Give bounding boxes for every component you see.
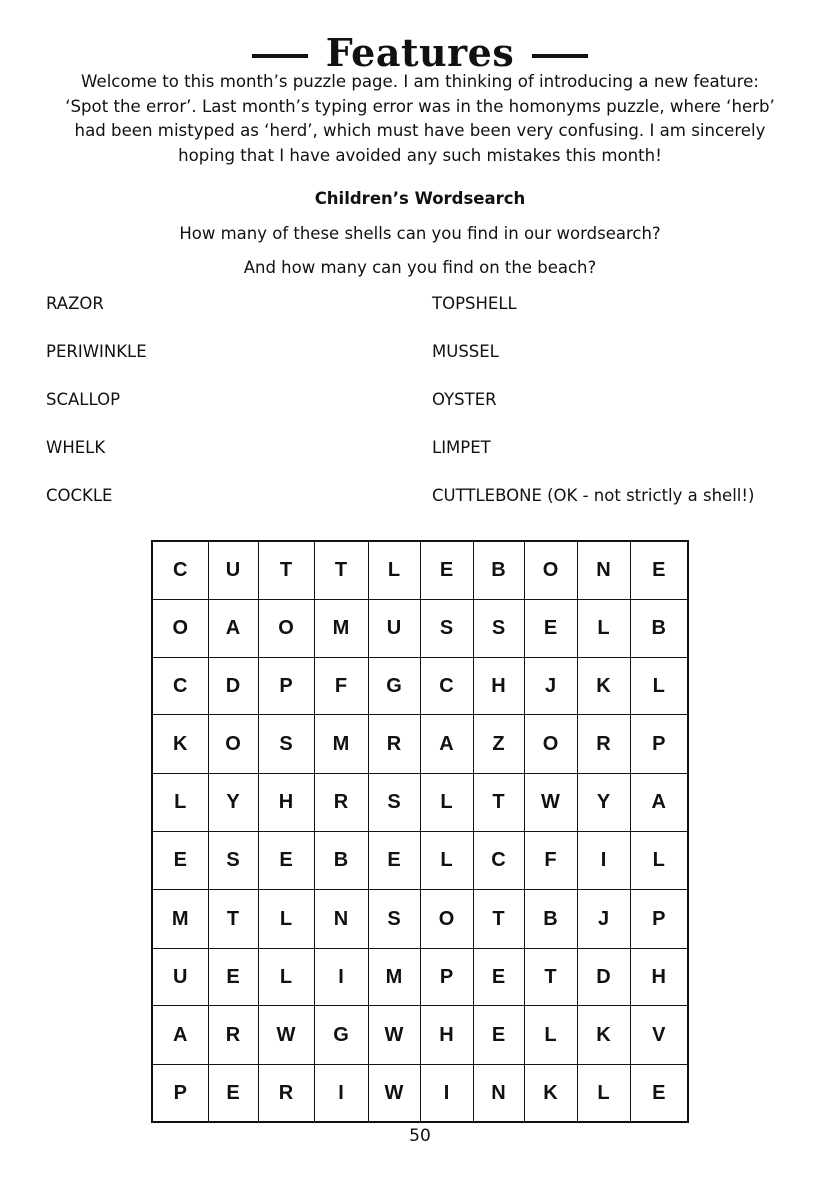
grid-cell: L [368, 541, 420, 600]
grid-cell: E [208, 949, 258, 1006]
grid-cell: P [258, 658, 314, 715]
grid-cell: N [473, 1065, 524, 1123]
grid-cell: B [314, 832, 368, 890]
grid-cell: Y [577, 774, 630, 832]
grid-cell: H [258, 774, 314, 832]
grid-row [152, 774, 688, 832]
grid-cell: C [473, 832, 524, 890]
wordsearch-heading: Children’s Wordsearch [314, 189, 526, 208]
grid-cell: N [577, 541, 630, 600]
grid-cell: P [630, 890, 688, 949]
page-number: 50 [409, 1126, 431, 1146]
grid-cell: L [630, 658, 688, 715]
grid-cell: R [368, 715, 420, 774]
grid-cell: P [630, 715, 688, 774]
grid-cell: R [314, 774, 368, 832]
grid-cell: N [314, 890, 368, 949]
grid-cell: U [152, 949, 208, 1006]
grid-cell: O [420, 890, 473, 949]
title-dash-left [252, 54, 308, 58]
intro-line: Welcome to this month’s puzzle page. I am thinking of introducing a new feature: [81, 72, 759, 91]
grid-cell: H [420, 1006, 473, 1065]
grid-cell: E [473, 1006, 524, 1065]
grid-cell: R [258, 1065, 314, 1123]
grid-cell: C [420, 658, 473, 715]
grid-cell: O [208, 715, 258, 774]
word-list-item: LIMPET [432, 438, 491, 457]
grid-cell: E [473, 949, 524, 1006]
grid-cell: M [314, 715, 368, 774]
grid-cell: T [258, 541, 314, 600]
grid-cell: E [208, 1065, 258, 1123]
grid-cell: Z [473, 715, 524, 774]
grid-cell: M [152, 890, 208, 949]
grid-cell: L [420, 774, 473, 832]
grid-cell: V [630, 1006, 688, 1065]
grid-cell: E [630, 541, 688, 600]
grid-cell: M [314, 600, 368, 658]
word-list-item: TOPSHELL [432, 294, 517, 313]
grid-cell: T [208, 890, 258, 949]
grid-cell: C [152, 541, 208, 600]
grid-cell: S [368, 890, 420, 949]
grid-cell: E [258, 832, 314, 890]
word-list-item: PERIWINKLE [46, 342, 147, 361]
grid-row [152, 949, 688, 1006]
grid-row [152, 600, 688, 658]
grid-cell: F [524, 832, 577, 890]
grid-cell: U [368, 600, 420, 658]
grid-cell: K [577, 658, 630, 715]
grid-cell: R [577, 715, 630, 774]
grid-cell: K [524, 1065, 577, 1123]
grid-row [152, 1006, 688, 1065]
grid-cell: S [258, 715, 314, 774]
grid-row [152, 715, 688, 774]
grid-cell: D [208, 658, 258, 715]
grid-cell: P [152, 1065, 208, 1123]
grid-cell: A [152, 1006, 208, 1065]
grid-cell: T [473, 890, 524, 949]
grid-cell: W [368, 1065, 420, 1123]
word-list-item: CUTTLEBONE (OK - not strictly a shell!) [432, 486, 755, 505]
grid-row [152, 541, 688, 600]
page-title: Features [325, 30, 515, 75]
grid-cell: M [368, 949, 420, 1006]
grid-cell: J [577, 890, 630, 949]
grid-cell: L [258, 890, 314, 949]
wordsearch-question-2: And how many can you find on the beach? [243, 258, 597, 277]
grid-cell: H [630, 949, 688, 1006]
grid-cell: L [577, 600, 630, 658]
grid-cell: S [368, 774, 420, 832]
grid-cell: W [368, 1006, 420, 1065]
grid-cell: B [630, 600, 688, 658]
grid-cell: A [630, 774, 688, 832]
grid-cell: B [473, 541, 524, 600]
word-list-item: MUSSEL [432, 342, 499, 361]
grid-cell: E [420, 541, 473, 600]
word-list-item: WHELK [46, 438, 106, 457]
grid-cell: U [208, 541, 258, 600]
grid-cell: O [258, 600, 314, 658]
word-list-item: SCALLOP [46, 390, 121, 409]
grid-cell: I [314, 949, 368, 1006]
grid-cell: R [208, 1006, 258, 1065]
grid-cell: S [420, 600, 473, 658]
wordsearch-question-1: How many of these shells can you find in our wordsearch? [179, 224, 661, 243]
grid-row [152, 832, 688, 890]
grid-cell: S [473, 600, 524, 658]
grid-cell: E [368, 832, 420, 890]
grid-cell: H [473, 658, 524, 715]
grid-cell: O [152, 600, 208, 658]
grid-cell: T [524, 949, 577, 1006]
grid-cell: G [368, 658, 420, 715]
grid-cell: A [420, 715, 473, 774]
grid-cell: L [524, 1006, 577, 1065]
grid-cell: W [524, 774, 577, 832]
grid-cell: T [473, 774, 524, 832]
grid-cell: B [524, 890, 577, 949]
grid-cell: E [152, 832, 208, 890]
grid-cell: F [314, 658, 368, 715]
grid-cell: I [314, 1065, 368, 1123]
grid-cell: E [524, 600, 577, 658]
grid-cell: K [577, 1006, 630, 1065]
grid-row [152, 658, 688, 715]
title-dash-right [532, 54, 588, 58]
word-list-item: RAZOR [46, 294, 104, 313]
grid-cell: I [420, 1065, 473, 1123]
grid-cell: Y [208, 774, 258, 832]
grid-cell: L [152, 774, 208, 832]
grid-row [152, 890, 688, 949]
grid-cell: A [208, 600, 258, 658]
intro-paragraph [40, 70, 800, 168]
grid-cell: G [314, 1006, 368, 1065]
intro-line: had been mistyped as ‘herd’, which must have been very confusing. I am sincerely [74, 121, 766, 140]
grid-cell: S [208, 832, 258, 890]
grid-row [152, 1065, 688, 1123]
grid-cell: P [420, 949, 473, 1006]
grid-cell: E [630, 1065, 688, 1123]
grid-cell: L [420, 832, 473, 890]
wordsearch-grid [151, 540, 689, 1123]
intro-line: ‘Spot the error’. Last month’s typing error was in the homonyms puzzle, where ‘herb’ [65, 96, 775, 116]
grid-cell: D [577, 949, 630, 1006]
grid-cell: L [577, 1065, 630, 1123]
grid-cell: J [524, 658, 577, 715]
grid-cell: W [258, 1006, 314, 1065]
grid-cell: O [524, 541, 577, 600]
grid-cell: C [152, 658, 208, 715]
grid-cell: L [630, 832, 688, 890]
intro-line: hoping that I have avoided any such mistakes this month! [178, 145, 662, 165]
grid-cell: I [577, 832, 630, 890]
word-list-item: OYSTER [432, 390, 497, 409]
grid-cell: L [258, 949, 314, 1006]
word-list-item: COCKLE [46, 486, 113, 505]
grid-cell: T [314, 541, 368, 600]
grid-cell: K [152, 715, 208, 774]
grid-cell: O [524, 715, 577, 774]
